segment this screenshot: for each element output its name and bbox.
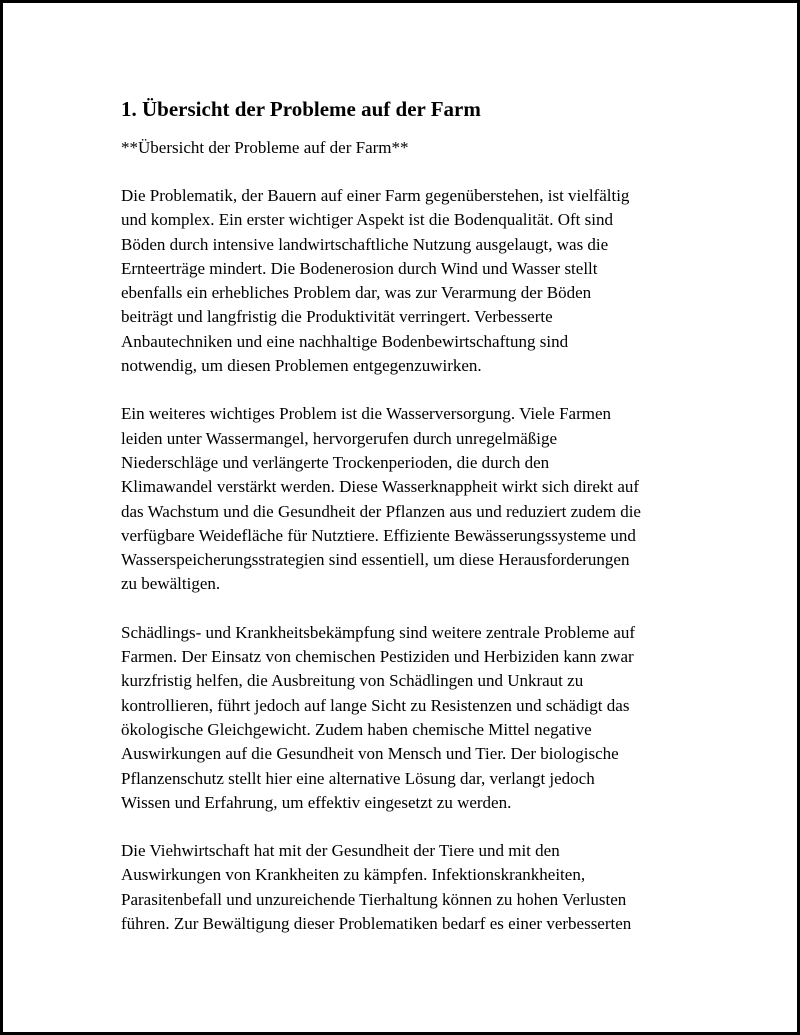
text-line: notwendig, um diesen Problemen entgegenzuwirken. bbox=[121, 356, 482, 376]
text-line: ökologische Gleichgewicht. Zudem haben chemische Mittel negative bbox=[121, 719, 592, 739]
text-line: Pflanzenschutz stellt hier eine alternative Lösung dar, verlangt jedoch bbox=[121, 768, 595, 788]
text-line: Wissen und Erfahrung, um effektiv eingesetzt zu werden. bbox=[121, 792, 512, 812]
text-line: kurzfristig helfen, die Ausbreitung von Schädlingen und Unkraut zu bbox=[121, 671, 584, 691]
text-line: Auswirkungen von Krankheiten zu kämpfen. Infektionskrankheiten, bbox=[121, 865, 586, 885]
text-line: ebenfalls ein erhebliches Problem dar, was zur Verarmung der Böden bbox=[121, 283, 592, 303]
text-line: Wasserspeicherungsstrategien sind essentiell, um diese Herausforderungen bbox=[121, 550, 630, 570]
text-line: Die Problematik, der Bauern auf einer Farm gegenüberstehen, ist vielfältig bbox=[121, 186, 630, 205]
text-line: Schädlings- und Krankheitsbekämpfung sind weitere zentrale Probleme auf bbox=[121, 622, 636, 642]
text-line: Böden durch intensive landwirtschaftliche Nutzung ausgelaugt, was die bbox=[121, 234, 609, 254]
text-line: Niederschläge und verlängerte Trockenperioden, die durch den bbox=[121, 452, 550, 472]
paragraph-soil bbox=[121, 184, 687, 378]
text-line: Anbautechniken und eine nachhaltige Bodenbewirtschaftung sind bbox=[121, 331, 569, 351]
text-line: kontrollieren, führt jedoch auf lange Sicht zu Resistenzen und schädigt das bbox=[121, 695, 630, 715]
text-line: und komplex. Ein erster wichtiger Aspekt ist die Bodenqualität. Oft sind bbox=[121, 210, 613, 230]
text-line: Klimawandel verstärkt werden. Diese Wasserknappheit wirkt sich direkt auf bbox=[121, 477, 640, 497]
text-line: führen. Zur Bewältigung dieser Problematiken bedarf es einer verbesserten bbox=[121, 914, 632, 934]
text-line: das Wachstum und die Gesundheit der Pflanzen aus und reduziert zudem die bbox=[121, 501, 641, 521]
text-line: Parasitenbefall und unzureichende Tierhaltung können zu hohen Verlusten bbox=[121, 889, 627, 909]
text-line: verfügbare Weidefläche für Nutztiere. Effiziente Bewässerungssysteme und bbox=[121, 525, 636, 545]
text-line: Farmen. Der Einsatz von chemischen Pestiziden und Herbiziden kann zwar bbox=[121, 647, 634, 667]
text-line: beiträgt und langfristig die Produktivität verringert. Verbesserte bbox=[121, 307, 553, 327]
text-line: Ein weiteres wichtiges Problem ist die Wasserversorgung. Viele Farmen bbox=[121, 404, 612, 424]
paragraph-water bbox=[121, 402, 687, 596]
section-heading: 1. Übersicht der Probleme auf der Farm bbox=[121, 97, 481, 121]
text-line: zu bewältigen. bbox=[121, 574, 221, 594]
paragraph-pests bbox=[121, 621, 687, 815]
text-line: leiden unter Wassermangel, hervorgerufen durch unregelmäßige bbox=[121, 428, 558, 448]
paragraph-livestock bbox=[121, 839, 687, 936]
section-subheading: **Übersicht der Probleme auf der Farm** bbox=[121, 138, 409, 157]
text-line: Ernteerträge mindert. Die Bodenerosion durch Wind und Wasser stellt bbox=[121, 258, 598, 278]
text-line: Auswirkungen auf die Gesundheit von Mensch und Tier. Der biologische bbox=[121, 744, 619, 764]
document-body bbox=[121, 96, 687, 960]
text-line: Die Viehwirtschaft hat mit der Gesundheit der Tiere und mit den bbox=[121, 841, 560, 861]
